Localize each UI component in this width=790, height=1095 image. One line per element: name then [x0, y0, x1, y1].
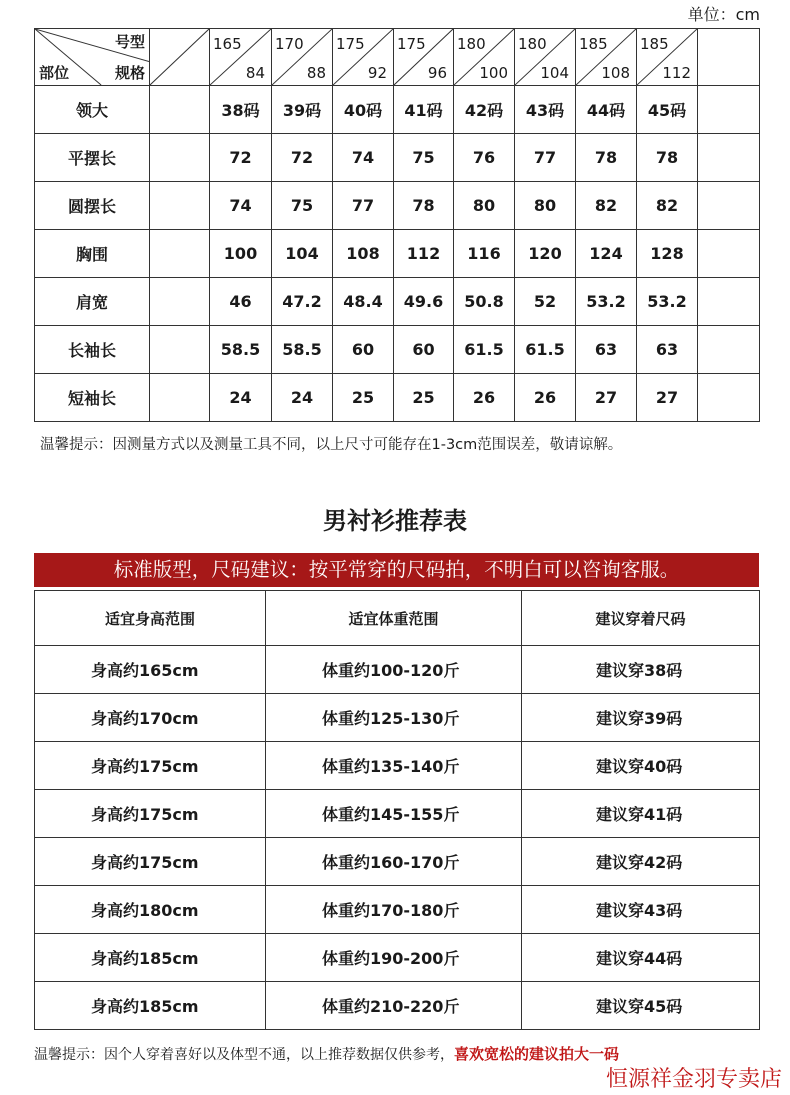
unit-label: 单位：cm	[687, 5, 760, 24]
size-chest-value: 96	[427, 64, 447, 82]
size-value-cell: 60	[394, 326, 454, 374]
blank-cell	[150, 182, 210, 230]
size-value-cell: 63	[637, 326, 698, 374]
blank-cell-diagonal	[150, 29, 209, 85]
recommend-size-cell: 建议穿38码	[522, 646, 760, 694]
size-row-label: 圆摆长	[35, 182, 150, 230]
size-chest-value: 92	[367, 64, 387, 82]
size-value-cell: 25	[394, 374, 454, 422]
size-value-cell: 48.4	[333, 278, 394, 326]
recommend-tip	[34, 1043, 619, 1064]
store-name: 恒源祥金羽专卖店	[605, 1067, 782, 1092]
size-value-cell: 76	[454, 134, 515, 182]
size-value-cell: 124	[576, 230, 637, 278]
size-chest-value: 100	[479, 64, 508, 82]
recommend-row	[35, 886, 760, 934]
recommend-size-cell: 建议穿44码	[522, 934, 760, 982]
corner-label-part: 部位	[39, 64, 70, 82]
recommend-size-cell: 建议穿45码	[522, 982, 760, 1030]
size-value-cell: 104	[272, 230, 333, 278]
size-chest-value: 88	[306, 64, 326, 82]
recommend-size-cell: 建议穿42码	[522, 838, 760, 886]
size-chest-value: 112	[662, 64, 691, 82]
size-value-cell: 74	[333, 134, 394, 182]
size-height-value: 165	[213, 35, 242, 53]
size-value-cell: 82	[637, 182, 698, 230]
header-weight-range: 适宜体重范围	[266, 591, 522, 646]
recommend-size-cell: 建议穿41码	[522, 790, 760, 838]
size-value-cell: 61.5	[515, 326, 576, 374]
size-value-cell: 38码	[210, 86, 272, 134]
size-value-cell: 52	[515, 278, 576, 326]
recommend-tip-highlight: 喜欢宽松的建议拍大一码	[454, 1045, 620, 1063]
size-column-header	[272, 29, 333, 86]
size-value-cell: 25	[333, 374, 394, 422]
size-height-value: 180	[457, 35, 486, 53]
size-value-cell: 75	[272, 182, 333, 230]
size-value-cell: 24	[210, 374, 272, 422]
size-column-header	[576, 29, 637, 86]
size-column-header	[454, 29, 515, 86]
recommend-banner: 标准版型，尺码建议：按平常穿的尺码拍，不明白可以咨询客服。	[34, 553, 759, 587]
recommend-weight-cell: 体重约145-155斤	[266, 790, 522, 838]
recommend-title: 男衬衫推荐表	[323, 507, 467, 535]
size-value-cell: 50.8	[454, 278, 515, 326]
recommend-row	[35, 838, 760, 886]
recommend-row	[35, 934, 760, 982]
size-height-value: 175	[397, 35, 426, 53]
size-value-cell: 74	[210, 182, 272, 230]
empty-cell	[698, 182, 760, 230]
recommend-weight-cell: 体重约210-220斤	[266, 982, 522, 1030]
recommend-size-cell: 建议穿39码	[522, 694, 760, 742]
recommend-row	[35, 646, 760, 694]
recommend-row	[35, 742, 760, 790]
recommend-header-row	[35, 591, 760, 646]
blank-cell	[150, 326, 210, 374]
size-value-cell: 53.2	[576, 278, 637, 326]
size-value-cell: 42码	[454, 86, 515, 134]
blank-cell	[150, 374, 210, 422]
recommend-height-cell: 身高约175cm	[35, 742, 266, 790]
size-value-cell: 41码	[394, 86, 454, 134]
size-column-header	[333, 29, 394, 86]
header-height-range: 适宜身高范围	[35, 591, 266, 646]
size-value-cell: 63	[576, 326, 637, 374]
size-row-label: 肩宽	[35, 278, 150, 326]
size-value-cell: 75	[394, 134, 454, 182]
empty-cell	[698, 278, 760, 326]
size-value-cell: 72	[272, 134, 333, 182]
size-row-label: 领大	[35, 86, 150, 134]
size-value-cell: 60	[333, 326, 394, 374]
recommend-tip-text: 温馨提示：因个人穿着喜好以及体型不通，以上推荐数据仅供参考，	[34, 1047, 454, 1063]
size-value-cell: 82	[576, 182, 637, 230]
size-value-cell: 44码	[576, 86, 637, 134]
size-value-cell: 46	[210, 278, 272, 326]
size-value-cell: 78	[576, 134, 637, 182]
empty-cell	[698, 86, 760, 134]
recommend-height-cell: 身高约185cm	[35, 934, 266, 982]
size-row-label: 长袖长	[35, 326, 150, 374]
header-suggested-size: 建议穿着尺码	[522, 591, 760, 646]
blank-header-cell	[150, 29, 210, 86]
recommend-weight-cell: 体重约170-180斤	[266, 886, 522, 934]
recommend-weight-cell: 体重约160-170斤	[266, 838, 522, 886]
size-value-cell: 40码	[333, 86, 394, 134]
size-value-cell: 77	[515, 134, 576, 182]
size-chart-row	[35, 374, 760, 422]
size-chest-value: 108	[601, 64, 630, 82]
recommend-weight-cell: 体重约100-120斤	[266, 646, 522, 694]
size-chart-row	[35, 86, 760, 134]
size-chart-table	[34, 28, 760, 422]
size-value-cell: 128	[637, 230, 698, 278]
recommend-weight-cell: 体重约125-130斤	[266, 694, 522, 742]
recommend-height-cell: 身高约170cm	[35, 694, 266, 742]
size-chart-row	[35, 326, 760, 374]
size-height-value: 185	[579, 35, 608, 53]
recommend-height-cell: 身高约175cm	[35, 790, 266, 838]
size-value-cell: 112	[394, 230, 454, 278]
empty-header-cell	[698, 29, 760, 86]
size-value-cell: 45码	[637, 86, 698, 134]
size-value-cell: 100	[210, 230, 272, 278]
measurement-tip: 温馨提示：因测量方式以及测量工具不同，以上尺寸可能存在1-3cm范围误差，敬请谅解。	[40, 437, 623, 453]
empty-cell	[698, 326, 760, 374]
size-height-value: 175	[336, 35, 365, 53]
recommend-weight-cell: 体重约190-200斤	[266, 934, 522, 982]
size-column-header	[515, 29, 576, 86]
recommend-row	[35, 694, 760, 742]
recommend-table	[34, 590, 760, 1030]
size-chart-row	[35, 278, 760, 326]
size-value-cell: 49.6	[394, 278, 454, 326]
size-value-cell: 78	[394, 182, 454, 230]
recommend-height-cell: 身高约165cm	[35, 646, 266, 694]
size-value-cell: 53.2	[637, 278, 698, 326]
corner-label-spec: 规格	[114, 64, 145, 82]
size-value-cell: 58.5	[272, 326, 333, 374]
size-value-cell: 80	[515, 182, 576, 230]
size-column-header	[637, 29, 698, 86]
size-height-value: 185	[640, 35, 669, 53]
size-value-cell: 47.2	[272, 278, 333, 326]
empty-cell	[698, 374, 760, 422]
recommend-row	[35, 982, 760, 1030]
size-value-cell: 61.5	[454, 326, 515, 374]
size-chart-row	[35, 134, 760, 182]
size-value-cell: 27	[576, 374, 637, 422]
corner-label-size-type: 号型	[114, 33, 145, 51]
empty-cell	[698, 134, 760, 182]
size-value-cell: 80	[454, 182, 515, 230]
blank-cell	[150, 134, 210, 182]
size-chart-row	[35, 230, 760, 278]
size-chest-value: 104	[540, 64, 569, 82]
empty-cell	[698, 230, 760, 278]
size-value-cell: 43码	[515, 86, 576, 134]
size-height-value: 170	[275, 35, 304, 53]
recommend-height-cell: 身高约180cm	[35, 886, 266, 934]
size-value-cell: 77	[333, 182, 394, 230]
size-value-cell: 78	[637, 134, 698, 182]
size-value-cell: 26	[454, 374, 515, 422]
size-chart-header-row	[35, 29, 760, 86]
corner-cell	[35, 29, 150, 86]
size-height-value: 180	[518, 35, 547, 53]
blank-cell	[150, 278, 210, 326]
recommend-weight-cell: 体重约135-140斤	[266, 742, 522, 790]
recommend-size-cell: 建议穿40码	[522, 742, 760, 790]
size-column-header	[394, 29, 454, 86]
recommend-size-cell: 建议穿43码	[522, 886, 760, 934]
blank-cell	[150, 230, 210, 278]
size-value-cell: 72	[210, 134, 272, 182]
recommend-row	[35, 790, 760, 838]
size-value-cell: 26	[515, 374, 576, 422]
size-row-label: 平摆长	[35, 134, 150, 182]
recommend-height-cell: 身高约185cm	[35, 982, 266, 1030]
size-value-cell: 116	[454, 230, 515, 278]
size-value-cell: 27	[637, 374, 698, 422]
size-value-cell: 58.5	[210, 326, 272, 374]
size-chart-row	[35, 182, 760, 230]
size-row-label: 短袖长	[35, 374, 150, 422]
size-value-cell: 120	[515, 230, 576, 278]
size-column-header	[210, 29, 272, 86]
size-chest-value: 84	[245, 64, 265, 82]
size-value-cell: 24	[272, 374, 333, 422]
blank-cell	[150, 86, 210, 134]
size-value-cell: 39码	[272, 86, 333, 134]
size-row-label: 胸围	[35, 230, 150, 278]
recommend-height-cell: 身高约175cm	[35, 838, 266, 886]
size-value-cell: 108	[333, 230, 394, 278]
